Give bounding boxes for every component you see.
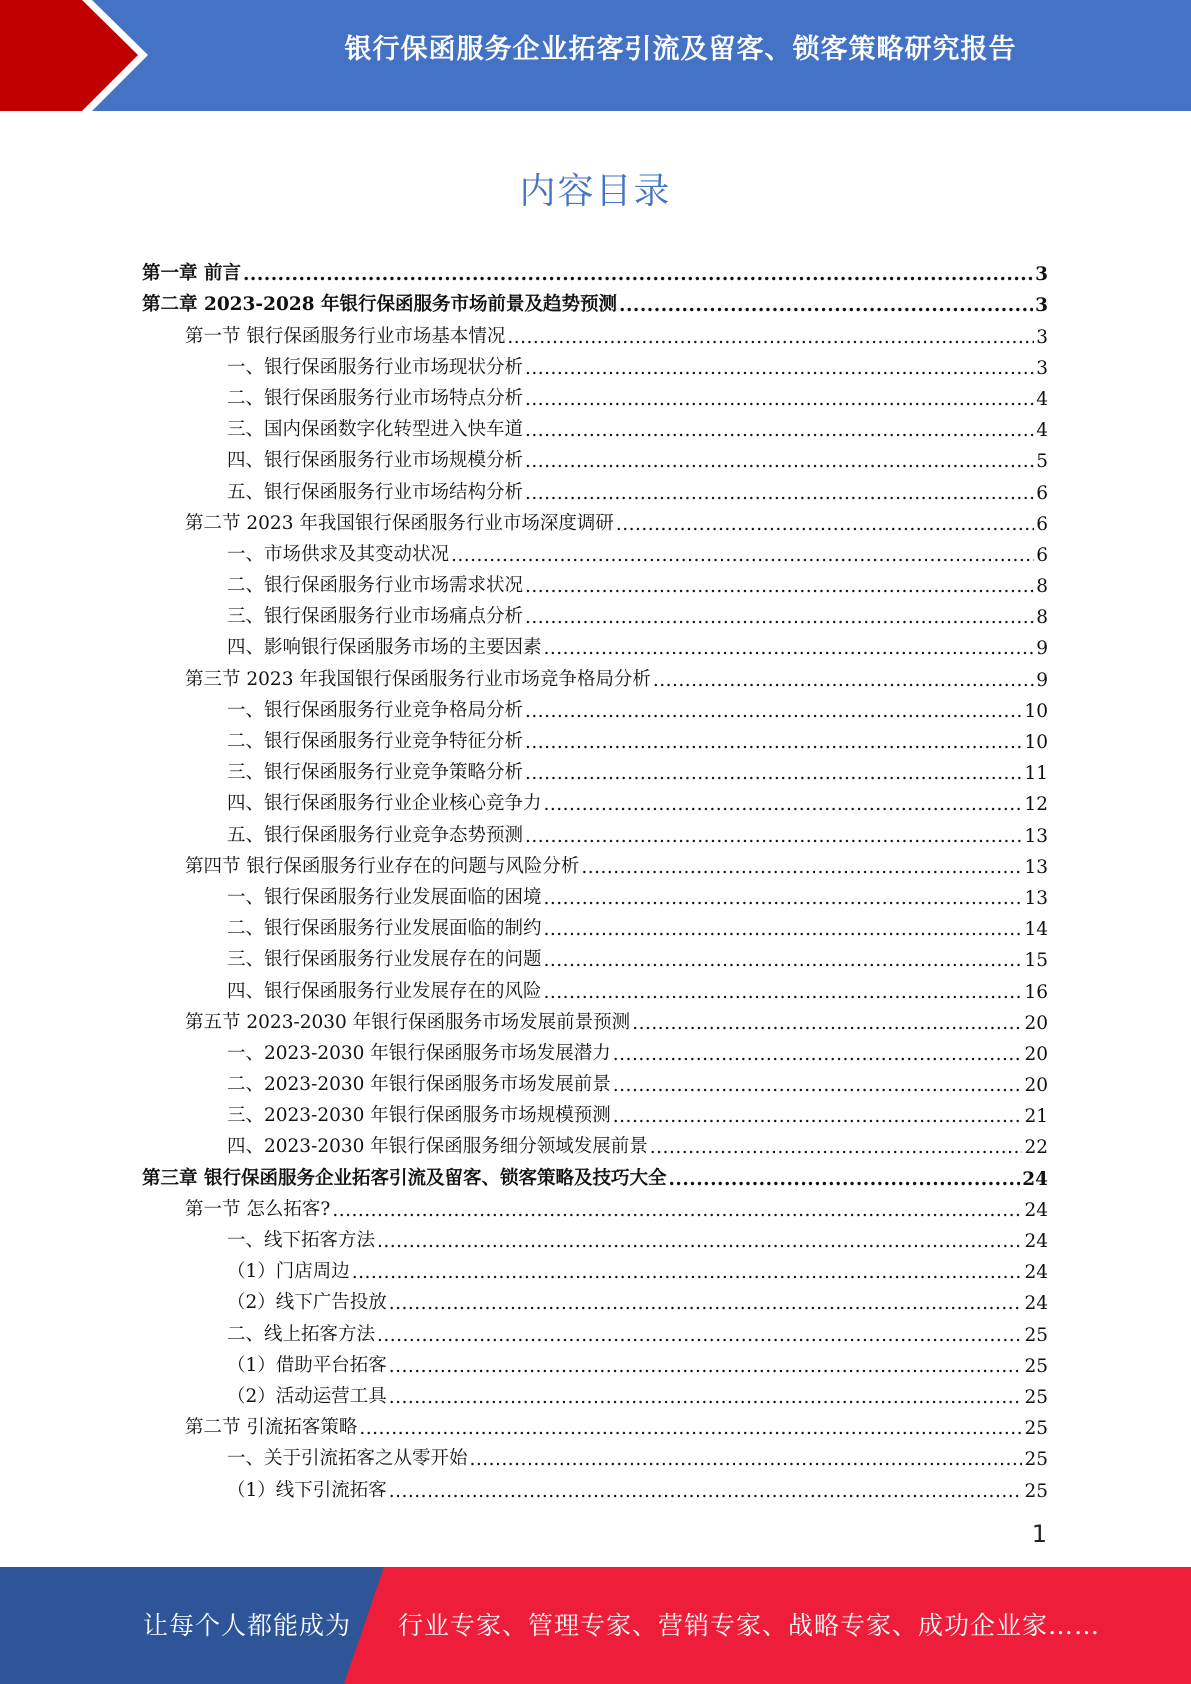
toc-entry-page: 24 (1024, 1199, 1048, 1221)
toc-entry-page: 25 (1024, 1386, 1048, 1408)
toc-dot-leader (619, 295, 1033, 316)
toc-dot-leader (613, 1075, 1023, 1096)
toc-entry-page: 11 (1024, 763, 1048, 785)
toc-entry-page: 9 (1036, 669, 1048, 691)
toc-dot-leader (525, 732, 1022, 753)
toc-dot-leader (613, 1044, 1023, 1065)
toc-entry-page: 12 (1024, 794, 1048, 816)
toc-entry-page: 25 (1024, 1418, 1048, 1440)
toc-dot-leader (377, 1231, 1022, 1252)
toc-entry[interactable] (142, 1221, 1048, 1252)
toc-dot-leader (650, 1137, 1023, 1158)
toc-entry-page: 10 (1024, 700, 1048, 722)
toc-entry-title: 第一章 前言 (142, 263, 241, 285)
toc-entry[interactable] (142, 1439, 1048, 1470)
toc-dot-leader (389, 1481, 1023, 1502)
toc-entry-page: 3 (1035, 295, 1048, 317)
toc-dot-leader (389, 1387, 1023, 1408)
toc-dot-leader (581, 857, 1022, 878)
toc-entry-title: 三、2023-2030 年银行保函服务市场规模预测 (227, 1105, 611, 1127)
toc-dot-leader (525, 389, 1034, 410)
toc-dot-leader (616, 514, 1034, 535)
toc-entry-title: 四、银行保函服务行业企业核心竞争力 (227, 793, 542, 815)
toc-entry-title: 一、银行保函服务行业市场现状分析 (227, 356, 524, 378)
toc-entry[interactable] (142, 815, 1048, 846)
toc-dot-leader (544, 982, 1023, 1003)
toc-entry-page: 10 (1024, 732, 1048, 753)
toc-entry[interactable] (142, 254, 1048, 285)
toc-dot-leader (451, 545, 1034, 566)
toc-entry[interactable] (142, 348, 1048, 379)
toc-entry-title: 三、国内保函数字化转型进入快车道 (227, 419, 524, 441)
toc-entry-title: （2）线下广告投放 (227, 1292, 387, 1314)
toc-entry[interactable] (142, 1096, 1048, 1127)
toc-entry[interactable] (142, 628, 1048, 659)
toc-entry-title: 第二节 引流拓客策略 (185, 1417, 358, 1439)
toc-entry-title: 一、银行保函服务行业发展面临的困境 (227, 886, 542, 908)
toc-entry-title: 第二节 2023 年我国银行保函服务行业市场深度调研 (185, 512, 614, 534)
toc-entry[interactable] (142, 1158, 1048, 1189)
toc-entry[interactable] (142, 285, 1048, 316)
toc-entry-title: 第五节 2023-2030 年银行保函服务市场发展前景预测 (185, 1011, 631, 1033)
toc-entry-title: 三、银行保函服务行业竞争策略分析 (227, 762, 524, 784)
toc-entry[interactable] (142, 1252, 1048, 1283)
toc-entry[interactable] (142, 410, 1048, 441)
toc-entry-page: 22 (1024, 1137, 1048, 1159)
toc-entry[interactable] (142, 691, 1048, 722)
toc-dot-leader (544, 950, 1023, 971)
toc-entry[interactable] (142, 1283, 1048, 1314)
toc-entry-title: 二、银行保函服务行业竞争特征分析 (227, 731, 524, 752)
toc-entry-title: 三、银行保函服务行业发展存在的问题 (227, 949, 542, 971)
toc-entry[interactable] (142, 1065, 1048, 1096)
toc-entry-page: 16 (1024, 981, 1048, 1003)
toc-entry-page: 9 (1036, 638, 1048, 660)
toc-entry[interactable] (142, 1034, 1048, 1065)
toc-entry[interactable] (142, 316, 1048, 347)
toc-entry[interactable] (142, 379, 1048, 410)
toc-entry[interactable] (142, 1408, 1048, 1439)
toc-entry-title: 第四节 银行保函服务行业存在的问题与风险分析 (185, 855, 580, 877)
toc-entry[interactable] (142, 1190, 1048, 1221)
toc-dot-leader (525, 576, 1034, 597)
toc-entry[interactable] (142, 784, 1048, 815)
toc-entry[interactable] (142, 597, 1048, 628)
toc-entry-title: 四、2023-2030 年银行保函服务细分领域发展前景 (227, 1136, 648, 1158)
toc-entry-title: 四、银行保函服务行业市场规模分析 (227, 450, 524, 472)
toc-entry[interactable] (142, 1314, 1048, 1345)
toc-dot-leader (525, 607, 1034, 628)
toc-entry-page: 5 (1036, 451, 1048, 473)
toc-entry-page: 25 (1024, 1324, 1048, 1346)
toc-entry[interactable] (142, 1346, 1048, 1377)
toc-entry-page: 24 (1024, 1231, 1048, 1252)
toc-entry-title: 一、关于引流拓客之从零开始 (227, 1448, 468, 1470)
toc-entry-page: 24 (1022, 1168, 1048, 1190)
toc-entry-page: 4 (1036, 388, 1048, 410)
toc-entry[interactable] (142, 971, 1048, 1002)
toc-entry[interactable] (142, 753, 1048, 784)
toc-entry-title: 一、银行保函服务行业竞争格局分析 (227, 699, 524, 721)
toc-entry-title: （1）门店周边 (227, 1261, 350, 1283)
toc-dot-leader (653, 670, 1034, 691)
toc-dot-leader (389, 1293, 1023, 1314)
toc-dot-leader (352, 1262, 1023, 1283)
toc-entry-page: 15 (1024, 950, 1048, 972)
header-arrow-decoration (0, 0, 200, 111)
toc-entry-title: 二、银行保函服务行业发展面临的制约 (227, 918, 542, 940)
page-header (0, 0, 1191, 111)
toc-dot-leader (243, 264, 1033, 285)
toc-entry[interactable] (142, 940, 1048, 971)
toc-entry-page: 3 (1035, 264, 1048, 286)
toc-dot-leader (525, 483, 1034, 504)
toc-entry[interactable] (142, 566, 1048, 597)
toc-dot-leader (332, 1200, 1022, 1221)
toc-entry-title: 一、市场供求及其变动状况 (227, 543, 450, 565)
toc-entry-title: 第三节 2023 年我国银行保函服务行业市场竞争格局分析 (185, 668, 651, 690)
toc-entry-title: （1）线下引流拓客 (227, 1479, 387, 1501)
toc-dot-leader (525, 420, 1034, 441)
page-number: 1 (1031, 1520, 1047, 1548)
toc-entry-title: 二、银行保函服务行业市场需求状况 (227, 575, 524, 597)
toc-entry-title: 二、2023-2030 年银行保函服务市场发展前景 (227, 1074, 611, 1096)
toc-dot-leader (525, 358, 1034, 379)
toc-entry-page: 13 (1024, 887, 1048, 909)
toc-title: 内容目录 (519, 171, 672, 212)
toc-entry-page: 3 (1036, 326, 1048, 348)
toc-entry-title: 五、银行保函服务行业竞争态势预测 (227, 824, 524, 846)
toc-dot-leader (525, 763, 1022, 784)
toc-entry-page: 13 (1024, 825, 1048, 847)
toc-dot-leader (544, 919, 1023, 940)
toc-dot-leader (507, 327, 1034, 348)
toc-entry-title: 二、银行保函服务行业市场特点分析 (227, 387, 524, 409)
toc-dot-leader (544, 888, 1023, 909)
toc-entry[interactable] (142, 659, 1048, 690)
toc-dot-leader (377, 1325, 1022, 1346)
toc-entry[interactable] (142, 535, 1048, 566)
footer-slogan-right: 行业专家、管理专家、营销专家、战略专家、成功企业家…… (398, 1611, 1101, 1640)
toc-entry-page: 14 (1024, 919, 1048, 941)
toc-dot-leader (613, 1106, 1023, 1127)
toc-entry-title: 一、线下拓客方法 (227, 1230, 376, 1251)
page-footer (0, 1567, 1191, 1684)
toc-entry[interactable] (142, 504, 1048, 535)
toc-entry-page: 21 (1024, 1106, 1048, 1128)
toc-dot-leader (525, 451, 1034, 472)
toc-dot-leader (359, 1418, 1022, 1439)
toc-entry-title: 第三章 银行保函服务企业拓客引流及留客、锁客策略及技巧大全 (142, 1167, 667, 1189)
toc-entry-title: （2）活动运营工具 (227, 1385, 387, 1407)
toc-dot-leader (470, 1449, 1023, 1470)
toc-dot-leader (525, 826, 1022, 847)
toc-entry-title: 第一节 怎么拓客? (185, 1198, 331, 1220)
toc-dot-leader (544, 794, 1023, 815)
toc-entry-page: 13 (1024, 856, 1048, 878)
toc-entry[interactable] (142, 1470, 1048, 1501)
toc-entry-page: 6 (1036, 482, 1048, 504)
toc-entry-page: 25 (1024, 1355, 1048, 1377)
toc-entry-title: 四、银行保函服务行业发展存在的风险 (227, 980, 542, 1002)
toc-entry[interactable] (142, 909, 1048, 940)
toc-dot-leader (632, 1013, 1022, 1034)
toc-entry[interactable] (142, 1003, 1048, 1034)
toc-entry-page: 25 (1024, 1449, 1048, 1471)
header-title: 银行保函服务企业拓客引流及留客、锁客策略研究报告 (344, 34, 1017, 65)
toc-entry-title: （1）借助平台拓客 (227, 1354, 387, 1376)
toc-entry-page: 20 (1024, 1075, 1048, 1097)
toc-entry-title: 三、银行保函服务行业市场痛点分析 (227, 606, 524, 628)
table-of-contents (142, 254, 1048, 1502)
toc-entry-title: 五、银行保函服务行业市场结构分析 (227, 481, 524, 503)
toc-dot-leader (389, 1356, 1023, 1377)
toc-entry-title: 第二章 2023-2028 年银行保函服务市场前景及趋势预测 (142, 294, 618, 316)
toc-entry[interactable] (142, 472, 1048, 503)
toc-entry-page: 8 (1036, 576, 1048, 598)
toc-dot-leader (668, 1169, 1020, 1190)
toc-entry[interactable] (142, 722, 1048, 753)
toc-entry-page: 3 (1036, 357, 1048, 379)
toc-entry-page: 24 (1024, 1262, 1048, 1284)
toc-entry-title: 第一节 银行保函服务行业市场基本情况 (185, 325, 506, 347)
toc-dot-leader (525, 701, 1022, 722)
toc-entry[interactable] (142, 441, 1048, 472)
toc-entry[interactable] (142, 1377, 1048, 1408)
toc-entry-page: 25 (1024, 1480, 1048, 1502)
toc-entry-page: 4 (1036, 420, 1048, 442)
toc-entry-page: 20 (1024, 1012, 1048, 1034)
toc-entry-page: 6 (1036, 513, 1048, 535)
toc-entry[interactable] (142, 878, 1048, 909)
toc-entry-page: 24 (1024, 1293, 1048, 1315)
toc-entry-page: 8 (1036, 607, 1048, 629)
toc-entry-title: 一、2023-2030 年银行保函服务市场发展潜力 (227, 1042, 611, 1064)
toc-entry[interactable] (142, 847, 1048, 878)
toc-entry-page: 6 (1036, 544, 1048, 566)
toc-entry-title: 二、线上拓客方法 (227, 1323, 376, 1345)
toc-dot-leader (544, 638, 1035, 659)
toc-entry-page: 20 (1024, 1043, 1048, 1065)
toc-entry[interactable] (142, 1127, 1048, 1158)
toc-entry-title: 四、影响银行保函服务市场的主要因素 (227, 637, 542, 659)
footer-slogan-left: 让每个人都能成为 (143, 1611, 352, 1640)
